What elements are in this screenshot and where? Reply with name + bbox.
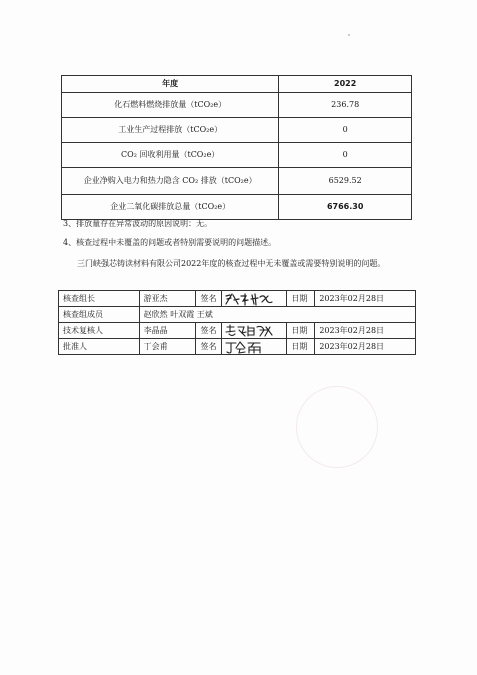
table-row (62, 93, 412, 118)
note-item-3: 3、排放量存在异常波动的原因说明：无。 (63, 219, 213, 228)
signoff-row-members (59, 307, 416, 323)
sign-date: 2023年02月28日 (315, 339, 416, 355)
emissions-table (61, 75, 412, 220)
signoff-row-approver (59, 339, 416, 355)
handwritten-signature-icon (224, 324, 276, 338)
signature-leader (222, 291, 287, 307)
date-label: 日期 (287, 323, 315, 339)
total-value: 6766.30 (279, 195, 412, 220)
row-value: 0 (279, 143, 412, 168)
sign-label: 签名 (196, 291, 222, 307)
signature-reviewer (222, 323, 287, 339)
table-row (62, 143, 412, 168)
signoff-row-leader (59, 291, 416, 307)
signoff-table (58, 290, 416, 355)
year-header: 年度 (62, 76, 279, 93)
row-label: CO₂ 回收利用量（tCO₂e） (62, 143, 279, 168)
signoff-row-reviewer (59, 323, 416, 339)
table-row-total (62, 195, 412, 220)
table-row (62, 168, 412, 195)
row-label: 企业二氧化碳排放总量（tCO₂e） (62, 195, 279, 220)
sign-label: 签名 (196, 323, 222, 339)
member-names: 赵欣然 叶双霞 王斌 (139, 307, 415, 323)
row-value: 6529.52 (279, 168, 412, 195)
table-header-row (62, 76, 412, 93)
role-label: 批准人 (59, 339, 140, 355)
handwritten-signature-icon (224, 292, 276, 306)
row-label: 企业净购入电力和热力隐含 CO₂ 排放（tCO₂e） (62, 168, 279, 195)
date-label: 日期 (287, 339, 315, 355)
person-name: 游亚杰 (139, 291, 196, 307)
sign-label: 签名 (196, 339, 222, 355)
faint-seal-stamp (296, 386, 378, 468)
signature-approver (222, 339, 287, 355)
note-item-4: 4、核查过程中未覆盖的问题或者特别需要说明的问题描述。 (63, 238, 277, 247)
role-label: 技术复核人 (59, 323, 140, 339)
person-name: 丁会甫 (139, 339, 196, 355)
statement-paragraph: 三门峡强芯铸读材料有限公司2022年度的核查过程中无未覆盖或需要特别说明的问题。 (77, 259, 386, 268)
date-label: 日期 (287, 291, 315, 307)
sign-date: 2023年02月28日 (315, 323, 416, 339)
year-value: 2022 (279, 76, 412, 93)
role-label: 核查组成员 (59, 307, 140, 323)
row-label: 工业生产过程排放（tCO₂e） (62, 118, 279, 143)
table-row (62, 118, 412, 143)
row-value: 0 (279, 118, 412, 143)
person-name: 李晶晶 (139, 323, 196, 339)
scan-speck (348, 34, 350, 36)
row-label: 化石燃料燃烧排放量（tCO₂e） (62, 93, 279, 118)
sign-date: 2023年02月28日 (315, 291, 416, 307)
handwritten-signature-icon (224, 340, 276, 354)
row-value: 236.78 (279, 93, 412, 118)
role-label: 核查组长 (59, 291, 140, 307)
